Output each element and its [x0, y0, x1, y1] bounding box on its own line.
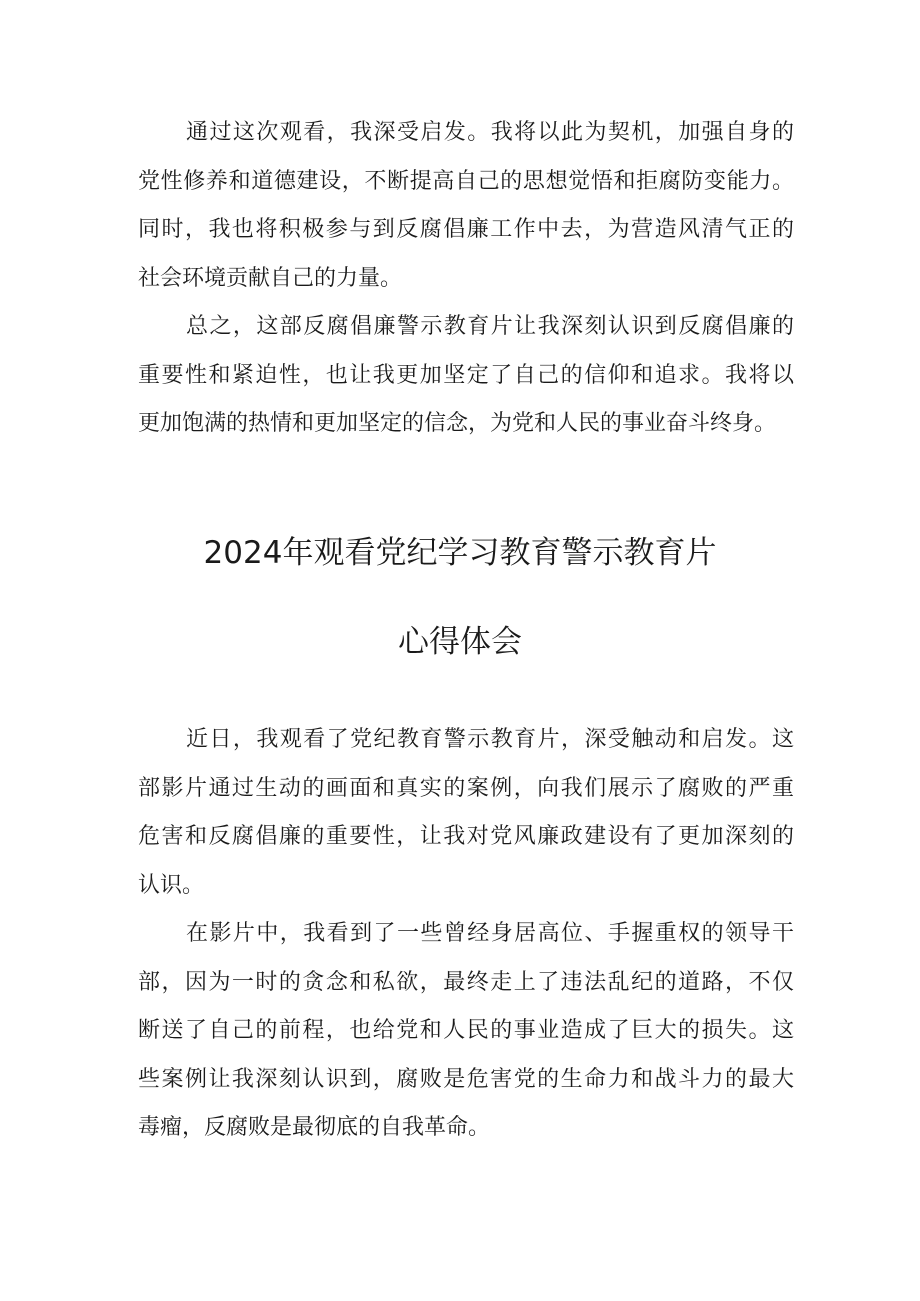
- text-line: 更加饱满的热情和更加坚定的信念，为党和人民的事业奋斗终身。: [138, 411, 777, 436]
- document-title: 2024年观看党纪学习教育警示教育片: [203, 535, 717, 571]
- text-line: 重要性和紧迫性，也让我更加坚定了自己的信仰和追求。我将以: [138, 362, 794, 388]
- paragraph: [138, 910, 794, 1153]
- text-line: 同时，我也将积极参与到反腐倡廉工作中去，为营造风清气正的: [138, 217, 794, 242]
- text-line: 毒瘤，反腐败是最彻底的自我革命。: [138, 1115, 491, 1140]
- text-line: 部，因为一时的贪念和私欲，最终走上了违法乱纪的道路，不仅: [138, 969, 794, 995]
- text-line: 些案例让我深刻认识到，腐败是危害党的生命力和战斗力的最大: [138, 1066, 794, 1092]
- paragraph: [138, 109, 794, 303]
- text-line: 断送了自己的前程，也给党和人民的事业造成了巨大的损失。这: [138, 1018, 794, 1043]
- paragraph: [138, 716, 794, 910]
- text-line: 总之，这部反腐倡廉警示教育片让我深刻认识到反腐倡廉的: [186, 314, 794, 339]
- text-line: 在影片中，我看到了一些曾经身居高位、手握重权的领导干: [186, 921, 794, 946]
- text-line: 党性修养和道德建设，不断提高自己的思想觉悟和拒腐防变能力。: [138, 168, 794, 194]
- text-line: 通过这次观看，我深受启发。我将以此为契机，加强自身的: [186, 120, 794, 145]
- paragraph: [138, 303, 794, 449]
- text-line: 近日，我观看了党纪教育警示教育片，深受触动和启发。这: [186, 727, 794, 752]
- body-section-top: [138, 109, 794, 449]
- body-section-bottom: [138, 716, 794, 1153]
- text-line: 部影片通过生动的画面和真实的案例，向我们展示了腐败的严重: [138, 775, 794, 801]
- document-subtitle: 心得体会: [398, 624, 522, 660]
- text-line: 危害和反腐倡廉的重要性，让我对党风廉政建设有了更加深刻的: [138, 824, 794, 849]
- text-line: 认识。: [138, 872, 205, 898]
- text-line: 社会环境贡献自己的力量。: [138, 265, 403, 291]
